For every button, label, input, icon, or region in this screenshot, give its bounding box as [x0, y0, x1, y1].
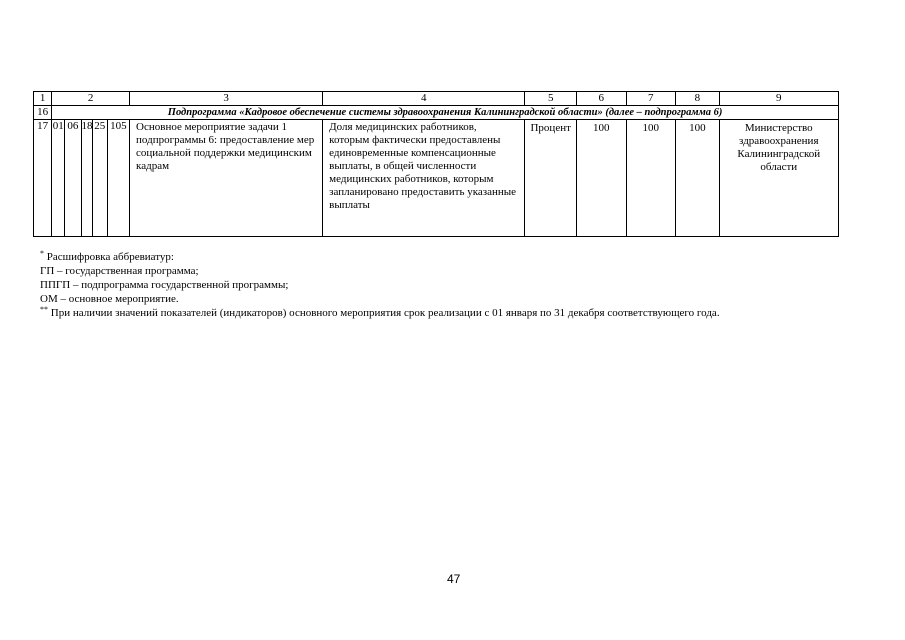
unit-cell: Процент — [525, 120, 577, 237]
abbreviations-title: * Расшифровка аббревиатур: — [40, 249, 174, 263]
table-row — [34, 120, 839, 237]
footnote-mark-2: ** — [40, 305, 48, 314]
header-cell-2: 2 — [52, 92, 130, 106]
header-row — [34, 92, 839, 106]
code-ppgp: 06 — [65, 120, 81, 237]
footnotes — [40, 250, 840, 320]
subprogram-title: Подпрограмма «Кадровое обеспечение системы здравоохранения Калининградской области» (далее – подпрограмма 6) — [52, 106, 839, 120]
footnote-mark-1: * — [40, 249, 44, 258]
responsible-executor: Министерство здравоохранения Калининградской области — [719, 120, 838, 237]
footnote-period: ** При наличии значений показателей (индикаторов) основного мероприятия срок реализации с 01 января по 31 декабря соответствующего года. — [40, 305, 720, 319]
code-4: 25 — [92, 120, 107, 237]
measure-description: Основное мероприятие задачи 1 подпрограммы 6: предоставление мер социальной поддержки медицинским кадрам — [130, 120, 323, 237]
abbr-om: ОМ – основное мероприятие. — [40, 293, 179, 305]
abbr-gp: ГП – государственная программа; — [40, 265, 199, 277]
page-number: 47 — [447, 572, 461, 586]
indicators-table — [33, 91, 839, 237]
subprogram-row — [34, 106, 839, 120]
code-om: 18 — [81, 120, 92, 237]
header-cell-4: 4 — [323, 92, 525, 106]
header-cell-6: 6 — [576, 92, 626, 106]
header-cell-8: 8 — [676, 92, 719, 106]
row-number: 17 — [34, 120, 52, 237]
code-gp: 01 — [52, 120, 65, 237]
code-5: 105 — [107, 120, 129, 237]
value-col7: 100 — [626, 120, 676, 237]
subprogram-number: 16 — [34, 106, 52, 120]
header-cell-7: 7 — [626, 92, 676, 106]
value-col8: 100 — [676, 120, 719, 237]
header-cell-9: 9 — [719, 92, 838, 106]
abbr-ppgp: ППГП – подпрограмма государственной программы; — [40, 279, 289, 291]
value-col6: 100 — [576, 120, 626, 237]
header-cell-1: 1 — [34, 92, 52, 106]
header-cell-3: 3 — [130, 92, 323, 106]
indicator-description: Доля медицинских работников, которым фактически предоставлены единовременные компенсационные выплаты, в общей численности медицинских работников, которым запланировано предоставить указанные выплаты — [323, 120, 525, 237]
header-cell-5: 5 — [525, 92, 577, 106]
